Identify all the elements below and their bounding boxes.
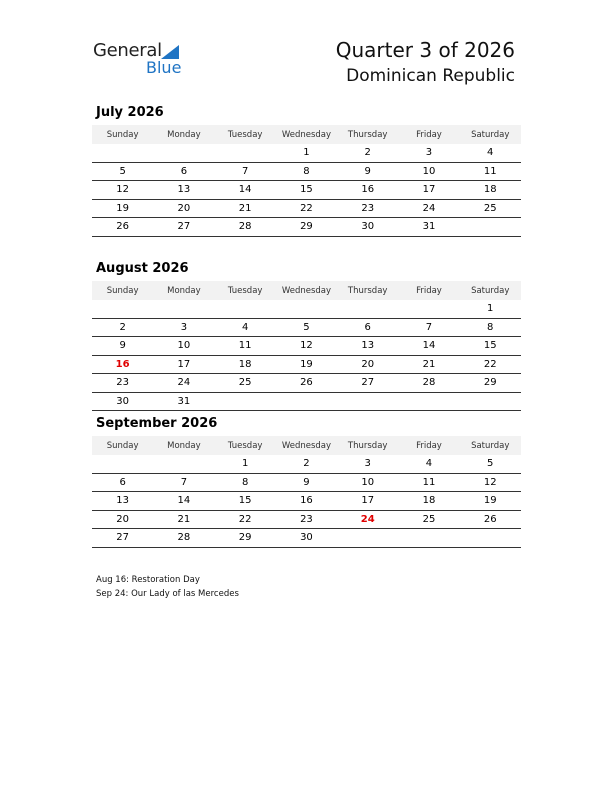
- day-cell: 30: [116, 395, 129, 407]
- day-cell: 4: [487, 147, 494, 159]
- day-cell: 18: [422, 495, 436, 507]
- day-cell: 15: [483, 340, 497, 352]
- weekday-label: Sunday: [106, 285, 139, 296]
- day-cell: 22: [483, 358, 497, 370]
- day-cell: 27: [116, 532, 129, 544]
- week-row: [92, 356, 521, 375]
- day-cell: 20: [177, 202, 191, 214]
- weekday-label: Monday: [167, 285, 201, 296]
- day-cell: 19: [483, 495, 497, 507]
- day-cell: 26: [300, 377, 313, 389]
- day-cell: 13: [177, 184, 191, 196]
- weekday-label: Friday: [416, 285, 442, 296]
- week-row: [92, 529, 521, 548]
- day-cell: 10: [422, 165, 436, 177]
- weekday-label: Friday: [416, 440, 442, 451]
- day-cell: 30: [361, 221, 375, 233]
- day-cell: 4: [425, 458, 433, 470]
- day-cell: 7: [180, 476, 188, 488]
- day-cell: 2: [119, 321, 126, 333]
- week-row: [92, 181, 521, 200]
- day-cell: 8: [303, 165, 310, 177]
- week-row: [92, 319, 521, 338]
- day-cell: 6: [119, 476, 126, 488]
- day-cell: 23: [361, 202, 375, 214]
- week-row: [92, 300, 521, 319]
- day-cell: 17: [422, 184, 436, 196]
- day-cell: 13: [361, 340, 375, 352]
- day-cell: 19: [300, 358, 313, 370]
- day-cell: 11: [422, 476, 436, 488]
- holiday-day-cell: 16: [115, 358, 130, 370]
- day-cell: 19: [116, 202, 129, 214]
- weekday-header-row: [92, 125, 521, 144]
- week-row: [92, 337, 521, 356]
- day-cell: 28: [422, 377, 436, 389]
- holiday-note: Aug 16: Restoration Day: [96, 575, 200, 585]
- day-cell: 17: [361, 495, 375, 507]
- week-row: [92, 144, 521, 163]
- day-cell: 31: [177, 395, 191, 407]
- day-cell: 2: [303, 458, 310, 470]
- day-cell: 16: [300, 495, 313, 507]
- day-cell: 14: [422, 340, 436, 352]
- day-cell: 1: [303, 147, 310, 159]
- day-cell: 1: [241, 458, 249, 470]
- weekday-label: Wednesday: [281, 440, 332, 451]
- day-cell: 21: [238, 202, 252, 214]
- day-cell: 27: [361, 377, 375, 389]
- weekday-label: Thursday: [347, 285, 388, 296]
- weekday-label: Thursday: [347, 129, 388, 140]
- day-cell: 6: [364, 321, 371, 333]
- day-cell: 22: [300, 202, 313, 214]
- weekday-label: Tuesday: [227, 285, 263, 296]
- generalblue-logo: [93, 40, 193, 80]
- day-cell: 24: [422, 202, 436, 214]
- holiday-day-cell: 24: [360, 513, 375, 525]
- week-row: [92, 455, 521, 474]
- day-cell: 29: [300, 221, 313, 233]
- day-cell: 8: [241, 476, 249, 488]
- month-block: [92, 104, 521, 237]
- holiday-note: Sep 24: Our Lady of las Mercedes: [96, 589, 239, 599]
- day-cell: 23: [116, 377, 129, 389]
- day-cell: 1: [487, 303, 494, 315]
- day-cell: 13: [116, 495, 129, 507]
- day-cell: 5: [119, 165, 126, 177]
- day-cell: 31: [422, 221, 436, 233]
- weekday-label: Sunday: [106, 129, 139, 140]
- logo-blue-text: Blue: [146, 58, 182, 77]
- weekday-label: Wednesday: [281, 129, 332, 140]
- month-block: [92, 260, 521, 411]
- week-row: [92, 374, 521, 393]
- day-cell: 12: [116, 184, 129, 196]
- day-cell: 7: [425, 321, 433, 333]
- weekday-label: Tuesday: [227, 440, 263, 451]
- day-cell: 2: [364, 147, 371, 159]
- day-cell: 5: [487, 458, 494, 470]
- day-cell: 15: [300, 184, 313, 196]
- weekday-label: Tuesday: [227, 129, 263, 140]
- day-cell: 29: [238, 532, 252, 544]
- week-row: [92, 393, 521, 412]
- day-cell: 28: [177, 532, 191, 544]
- day-cell: 9: [303, 476, 310, 488]
- weekday-label: Sunday: [106, 440, 139, 451]
- day-cell: 16: [361, 184, 375, 196]
- day-cell: 4: [241, 321, 249, 333]
- week-row: [92, 163, 521, 182]
- week-row: [92, 492, 521, 511]
- country-name: Dominican Republic: [346, 66, 515, 86]
- day-cell: 29: [483, 377, 497, 389]
- week-row: [92, 200, 521, 219]
- day-cell: 6: [180, 165, 188, 177]
- month-grid: [92, 125, 521, 237]
- week-row: [92, 511, 521, 530]
- weekday-header-row: [92, 436, 521, 455]
- month-name: September 2026: [96, 416, 218, 431]
- day-cell: 25: [483, 202, 497, 214]
- month-name: August 2026: [96, 261, 189, 276]
- holiday-notes: [96, 573, 239, 601]
- day-cell: 26: [483, 513, 497, 525]
- day-cell: 11: [483, 165, 497, 177]
- day-cell: 18: [483, 184, 497, 196]
- weekday-label: Monday: [167, 440, 201, 451]
- day-cell: 28: [238, 221, 252, 233]
- weekday-label: Saturday: [471, 285, 510, 296]
- day-cell: 3: [425, 147, 433, 159]
- month-block: [92, 415, 521, 548]
- day-cell: 22: [238, 513, 252, 525]
- day-cell: 9: [364, 165, 371, 177]
- logo-general-text: General: [93, 40, 162, 61]
- logo-triangle-icon: [161, 45, 179, 59]
- month-grid: [92, 436, 521, 548]
- day-cell: 14: [177, 495, 191, 507]
- day-cell: 25: [422, 513, 436, 525]
- day-cell: 21: [422, 358, 436, 370]
- day-cell: 18: [238, 358, 252, 370]
- day-cell: 3: [364, 458, 371, 470]
- day-cell: 25: [238, 377, 252, 389]
- month-name: July 2026: [96, 105, 164, 120]
- day-cell: 10: [177, 340, 191, 352]
- weekday-label: Wednesday: [281, 285, 332, 296]
- week-row: [92, 474, 521, 493]
- day-cell: 30: [300, 532, 313, 544]
- day-cell: 24: [177, 377, 191, 389]
- day-cell: 26: [116, 221, 129, 233]
- day-cell: 12: [300, 340, 313, 352]
- day-cell: 11: [238, 340, 252, 352]
- weekday-label: Saturday: [471, 129, 510, 140]
- day-cell: 5: [303, 321, 310, 333]
- day-cell: 20: [361, 358, 375, 370]
- day-cell: 23: [300, 513, 313, 525]
- weekday-header-row: [92, 281, 521, 300]
- day-cell: 9: [119, 340, 126, 352]
- day-cell: 14: [238, 184, 252, 196]
- weekday-label: Saturday: [471, 440, 510, 451]
- day-cell: 21: [177, 513, 191, 525]
- weekday-label: Thursday: [347, 440, 388, 451]
- day-cell: 8: [487, 321, 494, 333]
- day-cell: 10: [361, 476, 375, 488]
- day-cell: 15: [238, 495, 252, 507]
- day-cell: 20: [116, 513, 129, 525]
- day-cell: 7: [241, 165, 249, 177]
- day-cell: 12: [483, 476, 497, 488]
- weekday-label: Friday: [416, 129, 442, 140]
- weekday-label: Monday: [167, 129, 201, 140]
- month-grid: [92, 281, 521, 411]
- day-cell: 3: [180, 321, 188, 333]
- day-cell: 27: [177, 221, 191, 233]
- week-row: [92, 218, 521, 237]
- day-cell: 17: [177, 358, 191, 370]
- page-title: Quarter 3 of 2026: [335, 38, 515, 62]
